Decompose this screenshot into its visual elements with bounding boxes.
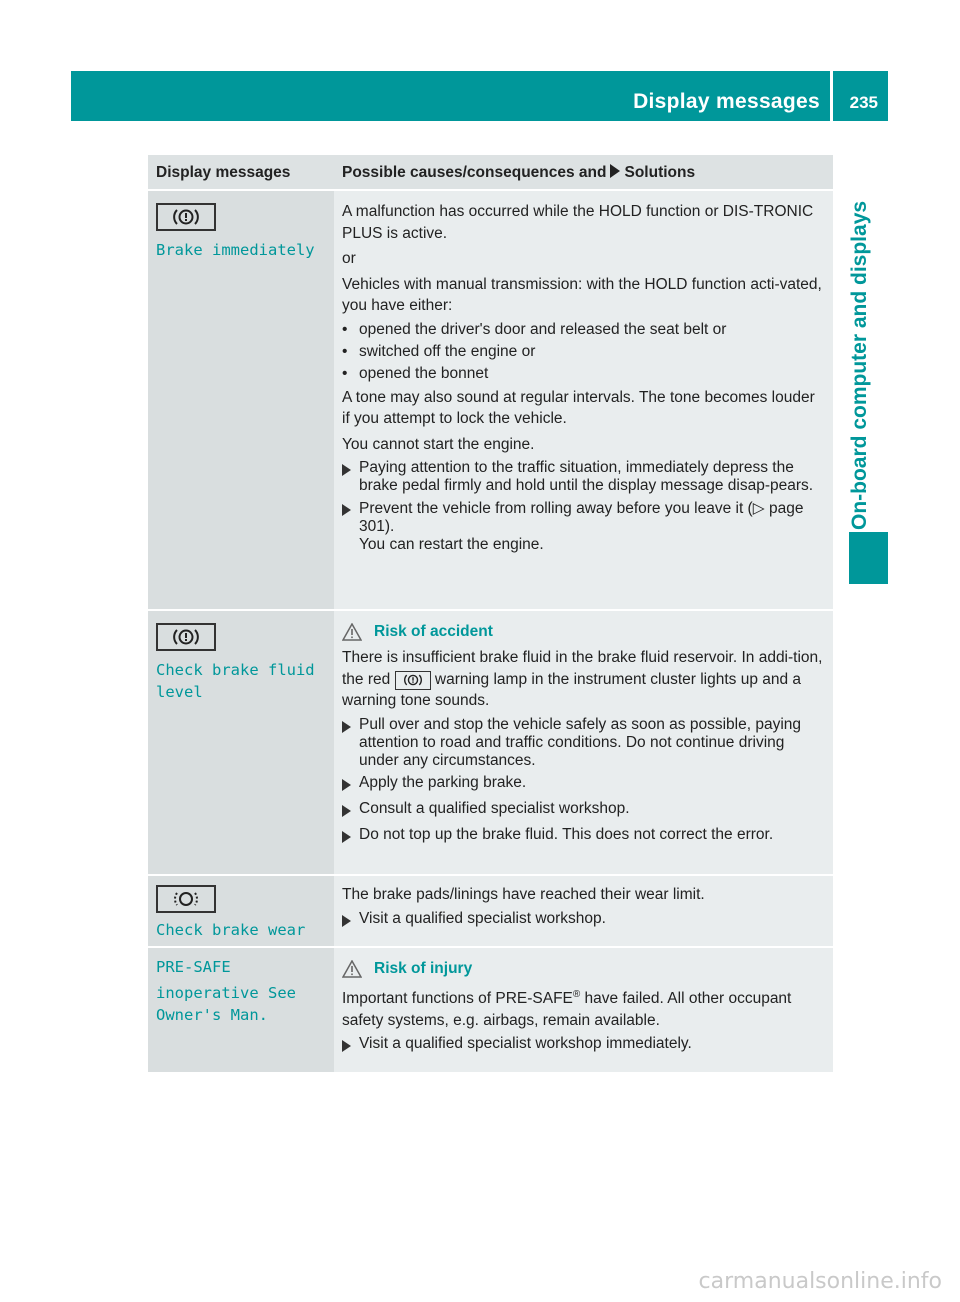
cause-text: or xyxy=(342,250,356,267)
warning-triangle-icon xyxy=(342,623,362,641)
action-text: Pull over and stop the vehicle safely as soon as possible, paying attention to road and traffic conditions. Do not continue driving under any circumstances. xyxy=(359,715,802,769)
cause-text: A malfunction has occurred while the HOLD function or DIS-TRONIC PLUS is active. xyxy=(342,203,814,242)
action-step xyxy=(342,716,825,770)
warning-text: Risk of accident xyxy=(374,623,493,640)
action-arrow-icon xyxy=(342,831,351,843)
page-number: 235 xyxy=(849,93,878,112)
warning-heading xyxy=(342,960,825,978)
table-header-row xyxy=(148,155,833,191)
action-result: You can restart the engine. xyxy=(359,536,544,553)
brake-warning-icon xyxy=(156,623,216,651)
action-text xyxy=(359,499,825,554)
message-brake-immediately: Brake immediately xyxy=(156,241,315,259)
brake-warning-icon xyxy=(156,203,216,231)
cause-text: A tone may also sound at regular intervals. The tone becomes louder if you attempt to lock the vehicle. xyxy=(342,388,815,427)
cause-text xyxy=(342,647,825,712)
table-row xyxy=(148,611,833,876)
message-check-brake-fluid-line2: level xyxy=(156,683,203,701)
message-cell xyxy=(148,191,334,609)
display-messages-table xyxy=(148,155,833,1072)
message-check-brake-wear: Check brake wear xyxy=(156,921,306,939)
cause-text-part: There is insufficient brake fluid in the brake fluid reservoir. In addi-tion, the red xyxy=(342,649,823,688)
brake-wear-icon xyxy=(156,885,216,913)
list-item xyxy=(342,343,825,361)
side-tab-block xyxy=(849,532,888,584)
action-arrow-icon xyxy=(342,805,351,817)
action-text: Visit a qualified specialist workshop. xyxy=(359,909,606,927)
cause-text: Vehicles with manual transmission: with the HOLD function acti-vated, you have either: xyxy=(342,275,822,314)
warning-triangle-icon xyxy=(342,960,362,978)
message-pre-safe-line3: Owner's Man. xyxy=(156,1006,268,1024)
table-row xyxy=(148,191,833,611)
action-step xyxy=(342,910,825,932)
watermark: carmanualsonline.info xyxy=(698,1269,942,1294)
message-cell xyxy=(148,611,334,874)
bullet-text: opened the driver's door and released the seat belt or xyxy=(359,320,727,338)
list-item xyxy=(342,321,825,339)
brake-warning-lamp-icon xyxy=(395,671,431,690)
action-arrow-icon xyxy=(342,504,351,516)
cause-text: The brake pads/linings have reached their wear limit. xyxy=(342,886,705,903)
action-step xyxy=(342,826,825,848)
header-solutions-label: Solutions xyxy=(624,164,696,181)
action-arrow-icon xyxy=(610,164,620,178)
registered-mark: ® xyxy=(572,989,581,1000)
header-separator xyxy=(830,71,833,121)
header-causes-solutions xyxy=(334,155,833,189)
action-text: Apply the parking brake. xyxy=(359,773,527,791)
action-arrow-icon xyxy=(342,721,351,733)
causes-cell xyxy=(334,876,833,946)
causes-cell xyxy=(334,191,833,609)
warning-text: Risk of injury xyxy=(374,960,473,977)
table-row xyxy=(148,948,833,1072)
action-step xyxy=(342,499,825,554)
message-pre-safe-line2: inoperative See xyxy=(156,984,296,1002)
action-text: Visit a qualified specialist workshop immediately. xyxy=(359,1035,692,1053)
action-text: Paying attention to the traffic situation, immediately depress the brake pedal firmly and hold until the display message disap-pears. xyxy=(359,459,814,494)
action-arrow-icon xyxy=(342,464,351,476)
message-cell xyxy=(148,876,334,946)
message-cell xyxy=(148,948,334,1072)
bullet-text: switched off the engine or xyxy=(359,342,536,360)
bullet: • xyxy=(342,364,348,382)
bullet-text: opened the bonnet xyxy=(359,364,489,382)
page-reference: page 301). xyxy=(359,500,804,535)
action-arrow-icon xyxy=(342,1040,351,1052)
action-text: Do not top up the brake fluid. This does not correct the error. xyxy=(359,825,774,843)
action-arrow-icon xyxy=(342,779,351,791)
header-display-messages: Display messages xyxy=(148,155,334,189)
warning-heading xyxy=(342,623,825,641)
cause-text: You cannot start the engine. xyxy=(342,435,535,453)
cause-text-part: have failed. All other occupant safety systems, e.g. airbags, remain available. xyxy=(342,990,792,1029)
cause-text-part: Important functions of PRE-SAFE xyxy=(342,990,573,1008)
action-arrow-icon xyxy=(342,915,351,927)
header-causes-label: Possible causes/consequences and xyxy=(342,164,607,181)
cause-text xyxy=(342,984,825,1031)
bullet: • xyxy=(342,320,348,338)
message-check-brake-fluid: Check brake fluid xyxy=(156,661,315,679)
header-title: Display messages xyxy=(633,90,820,113)
action-step xyxy=(342,774,825,796)
action-step xyxy=(342,1035,825,1057)
action-step xyxy=(342,459,825,495)
table-row xyxy=(148,876,833,948)
action-text-part: Prevent the vehicle from rolling away before you leave it ( xyxy=(359,500,753,517)
action-text: Consult a qualified specialist workshop. xyxy=(359,799,630,817)
side-tab-label: On-board computer and displays xyxy=(848,200,871,530)
page-ref-icon: ▷ xyxy=(752,500,765,517)
page-header xyxy=(71,71,888,121)
message-pre-safe: PRE-SAFE xyxy=(156,958,231,976)
bullet: • xyxy=(342,342,348,360)
list-item xyxy=(342,365,825,383)
causes-cell xyxy=(334,611,833,874)
cause-text-part: warning lamp in the instrument cluster lights up and a warning tone sounds. xyxy=(342,670,802,709)
causes-cell xyxy=(334,948,833,1072)
action-step xyxy=(342,800,825,822)
